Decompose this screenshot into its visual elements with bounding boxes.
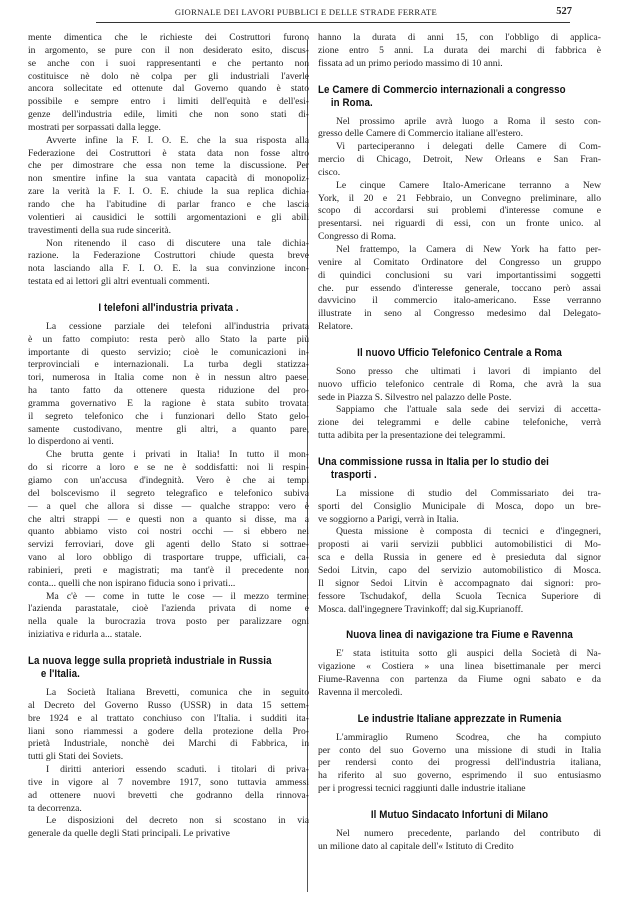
text-line: Nel frattempo, la Camera di New York ha fatto per- (336, 243, 601, 255)
text-line: Avverte infine la F. I. O. E. che la sua risposta alla (46, 134, 309, 146)
text-line: Nel prossimo aprile avrà luogo a Roma il sesto con- (336, 115, 601, 127)
text-line: gramma governativo E la ragione è stata subito trovata: (28, 397, 309, 409)
text-line: samente custodivano, mentre gli altri, a quanto pare, (28, 423, 309, 435)
text-line: razione. la Federazione Costruttori chiude questa breve (28, 250, 309, 262)
text-line: scopo di accordarsi sui problemi d'interesse comune e (318, 205, 601, 217)
text-line: che altri strappi — e questi non a quanto si disse, ma a (28, 513, 309, 525)
text-line: ve soggiorno a Parigi, verrà in Italia. (318, 513, 459, 525)
text-line: proposti ai varii servizii pubblici automobilistici di Mo- (318, 539, 601, 551)
text-line: non smentire infine la sua vantata capacità di monopoliz- (28, 173, 309, 185)
text-line: ancora sollecitate ed ottenute dal Governo quando è stato (28, 83, 309, 95)
text-line: fissata ad un primo periodo massimo di 10 anni. (318, 57, 503, 69)
text-line: ad ottenere nuovi brevetti che godranno della rinnova- (28, 789, 309, 801)
text-line: rabinieri, preti e magistrati; ma tant'è il precedente non (28, 564, 309, 576)
text-line: del bolscevismo il segreto telegrafico e telefonico subiva (28, 487, 309, 499)
paragraph (318, 732, 601, 796)
text-line: tutti gli Stati dei Soviets. (28, 751, 124, 763)
text-line: generale da quelle degli Stati principali. Le privative (28, 828, 230, 840)
paragraph (318, 32, 601, 71)
text-line: ha tanto fatto da ottenere questa riduzione del pro- (28, 385, 309, 397)
text-line: venire al Comitato Ordinatore del Congresso un gruppo (318, 256, 601, 268)
text-line: Ravenna il mercoledì. (318, 686, 403, 698)
text-line: travestimenti della sua rude sincerità. (28, 224, 172, 236)
text-line: presentarsi. nei riguardi di essi, con un fronte unico. al (318, 218, 601, 230)
heading-line: Nuova linea di navigazione tra Fiume e Ravenna (346, 629, 573, 642)
paragraph (318, 244, 601, 334)
heading-line: e l'Italia. (40, 667, 80, 680)
text-line: ha riferito al suo governo, esprimendo il suo entusiasmo (318, 770, 601, 782)
paragraph (28, 321, 309, 449)
text-line: giamo con un'accusa d'indegnità. Vero è che ai tempi (28, 475, 309, 486)
paragraph (318, 116, 601, 142)
text-line: L'ammiraglio Rumeno Scodrea, che ha compiuto (336, 731, 601, 743)
text-line: zione entro 5 anni. La durata dei marchi di fabbrica è (318, 44, 601, 56)
right-column (318, 32, 601, 854)
text-line: costituisce nè dolo nè colpa per gli industriali l'averle (28, 70, 309, 82)
text-line: cisco. (318, 166, 341, 178)
text-line: il segreto telefonico che i funzionari dello Stato gelo- (28, 410, 309, 422)
article-heading (318, 456, 578, 482)
text-line: che. pur essendo d'interesse generale, toccano però assai (318, 282, 601, 294)
text-line: che per dimostrare che essa non teme la discussione. Per (28, 160, 309, 172)
paragraph (318, 366, 601, 405)
text-line: tutta adibita per la presentazione dei telegrammi. (318, 430, 506, 442)
text-line: Congresso di Roma. (318, 231, 397, 243)
paragraph (28, 764, 309, 815)
text-line: I diritti anteriori essendo scaduti. i titolari di priva- (46, 764, 309, 776)
text-line: Fiume-Ravenna con partenza da Fiume ogni sabato e da (318, 674, 601, 686)
heading-line: Il Mutuo Sindacato Infortuni di Milano (370, 808, 549, 821)
heading-line: Una commissione russa in Italia per lo studio dei (318, 455, 549, 468)
text-line: possibile e sempre entro i limiti dell'equità e dell'esi- (28, 96, 309, 108)
text-line: Federazione dei Costruttori è stata data non fosse altro (28, 147, 309, 159)
text-line: do si ricorre a loro e se ne è soddisfatti: noi li respin- (28, 462, 309, 474)
text-line: prietà Industriale, nonchè dei Marchi di Fabbrica, in (28, 738, 309, 750)
text-line: La Società Italiana Brevetti, comunica che in seguito (46, 686, 309, 698)
left-column (28, 32, 309, 841)
text-line: Le cinque Camere Italo-Americane terranno a New (336, 179, 601, 191)
text-line: rando che ha l'abitudine di parlar franco e che lascia (28, 198, 309, 210)
article-heading (329, 809, 589, 822)
text-line: Vi parteciperanno i delegati delle Camere di Com- (336, 141, 601, 153)
article-heading (28, 655, 287, 681)
text-line: nuovo ufficio telefonico centrale di Roma, che avrà la sua (318, 378, 601, 390)
paragraph (28, 238, 309, 289)
text-line: Ma c'è — come in tutte le cose — il mezzo termine: (46, 590, 309, 602)
paragraph (28, 135, 309, 238)
text-line: Relatore. (318, 321, 353, 333)
paragraph (28, 32, 309, 135)
text-line: Le disposizioni del decreto non si scostano in via (46, 815, 309, 827)
text-line: un milione dato al capitale dell'« Istituto di Credito (318, 840, 514, 852)
heading-line: in Roma. (330, 96, 373, 109)
text-line: di quindici conclusioni su vari importantissimi soggetti (318, 269, 601, 281)
text-line: è un fatto compiuto: resta però allo Stato la parte più (28, 333, 309, 345)
text-line: Sappiamo che l'attuale sala sede dei servizi di accetta- (336, 404, 601, 416)
text-line: Questa missione è composta di tecnici e d'ingegneri, (336, 526, 601, 538)
page-number: 527 (556, 6, 572, 17)
spacer (318, 796, 601, 809)
text-line: l'azienda parastatale, cioè l'azienda privata di nome e (28, 603, 309, 615)
spacer (318, 71, 601, 84)
heading-line: La nuova legge sulla proprietà industriale in Russia (28, 654, 272, 667)
text-line: La cessione parziale dei telefoni all'industria privata (46, 320, 309, 332)
heading-line: trasporti . (330, 468, 377, 481)
text-line: vigazione « Costiera » una linea bisettimanale per merci (318, 661, 601, 673)
text-line: servizi ferroviari, dove gli agenti dello Stato si sottrae- (28, 539, 309, 551)
article-heading (318, 84, 578, 110)
text-line: davvicino il commercio italo-americano. Esse verranno (318, 295, 601, 307)
text-line: conta... quelli che non ispirano fiducia sono i privati... (28, 577, 236, 589)
text-line: genze dell'industria edile, limiti che non sono stati di- (28, 109, 309, 121)
paragraph (318, 828, 601, 854)
paragraph (28, 591, 309, 642)
spacer (318, 334, 601, 347)
text-line: tive in vigore al 7 novembre 1917, sono tuttavia ammessi (28, 776, 309, 788)
text-line: liani sono riammessi a godere della protezione della Pro- (28, 725, 309, 737)
spacer (318, 700, 601, 713)
text-line: importante di questo servizio; cioè le comunicazioni in- (28, 346, 309, 358)
paragraph (28, 449, 309, 590)
text-line: Sono presso che ultimati i lavori di impianto del (336, 365, 601, 377)
text-line: zione dei telegrammi e delle cabine telefoniche, verrà (318, 417, 601, 429)
paragraph (28, 815, 309, 841)
paragraph (28, 687, 309, 764)
text-line: sede in Piazza S. Silvestro nel palazzo delle Poste. (318, 391, 512, 403)
text-line: quanto abbiamo visto coi nostri occhi — si ebbero nei (28, 526, 309, 538)
heading-line: Il nuovo Ufficio Telefonico Centrale a Roma (357, 346, 562, 359)
heading-line: I telefoni all'industria privata . (98, 301, 239, 314)
journal-title: GIORNALE DEI LAVORI PUBBLICI E DELLE STRADE FERRATE (174, 7, 438, 17)
article-heading (329, 347, 589, 360)
paragraph (318, 141, 601, 180)
article-heading (329, 629, 589, 642)
text-line: Non ritenendo il caso di discutere una tale dichia- (46, 237, 309, 249)
text-line: per conto del suo Governo una missione di studi in Italia (318, 744, 601, 756)
text-line: Il signor Sedoi Litvin è accompagnato dai signori: pro- (318, 577, 601, 589)
text-line: hanno la durata di anni 15, con l'obbligo di applica- (318, 32, 601, 43)
text-line: terprovinciali e internazionali. La turba degli statizza- (28, 359, 309, 371)
spacer (318, 616, 601, 629)
paragraph (318, 526, 601, 616)
text-line: tori, numerosa in Italia come non è in nessun altro paese. (28, 372, 309, 384)
spacer (28, 289, 309, 302)
text-line: zare la verità la F. I. O. E. chiude la sua replica dichia- (28, 186, 309, 198)
text-line: al Decreto del Governo Russo (USSR) in data 15 settem- (28, 699, 309, 711)
spacer (28, 642, 309, 655)
text-line: mostrati per sorpassati dalla legge. (28, 121, 161, 133)
spacer (318, 443, 601, 456)
text-line: illustrate in seno al Congresso medesimo dal Delegato- (318, 308, 601, 320)
text-line: per rendersi conto dei progressi dell'industria italiana, (318, 757, 601, 769)
text-line: fessore Tschudakof, della Scuola Tecnica Superiore di (318, 590, 601, 602)
text-line: mente dimentica che le richieste dei Costruttori furono (28, 32, 309, 43)
paragraph (318, 648, 601, 699)
header-rule (96, 22, 570, 23)
text-line: — a quel che allora si disse — qualche strappo: vero è (28, 500, 309, 512)
text-line: lo disperdono ai venti. (28, 436, 114, 448)
text-line: per i progressi tecnici raggiunti dalle industrie italiane (318, 783, 526, 795)
paragraph (318, 404, 601, 443)
text-line: iniziativa e ridurla a... statale. (28, 629, 142, 641)
paragraph (318, 180, 601, 244)
text-line: Sedoi Litvin, capo del servizio automobilistico di Mosca. (318, 565, 601, 576)
text-line: Nel numero precedente, parlando del contributo di (336, 827, 601, 839)
text-line: nella quale la burocrazia trova posto per paralizzare ogni (28, 616, 309, 628)
text-line: York, il 20 e 21 Febbraio, un Convegno preliminare, allo (318, 192, 601, 204)
text-line: volentieri ai causidici le sottili argomentazioni e gli abili (28, 211, 309, 223)
text-line: Che brutta gente i privati in Italia! In tutto il mon- (46, 449, 309, 461)
text-line: testata ed ai lettori gli altri eventuali commenti. (28, 276, 210, 288)
text-line: Mosca. dall'ingegnere Travinkoff; dal sig.Kuprianoff. (318, 603, 524, 615)
text-line: se anche con i suoi rappresentanti e che pertanto non (28, 57, 309, 69)
heading-line: Le Camere di Commercio internazionali a congresso (318, 83, 566, 96)
text-line: sporti del Consiglio Municipale di Mosca, dopo un bre- (318, 500, 601, 512)
article-heading (39, 302, 298, 315)
heading-line: Le industrie Italiane apprezzate in Rumenia (357, 712, 562, 725)
text-line: gresso delle Camere di Commercio italiane all'estero. (318, 128, 523, 140)
text-line: in argomento, se pure con il non desiderato esito, discus- (28, 44, 309, 56)
text-line: mercio di Chicago, Detroit, New Orleans e San Fran- (318, 154, 601, 166)
text-line: La missione di studio del Commissariato dei tra- (336, 487, 601, 499)
text-line: ta decorrenza. (28, 802, 82, 814)
text-line: bre 1924 e al trattato conchiuso con l'Italia. i sudditi ita- (28, 712, 309, 724)
text-line: vano al loro obbligo di trasportare truppe, ufficiali, ca- (28, 552, 309, 564)
text-line: nota lasciando alla F. I. O. E. la sua convinzione incon- (28, 263, 309, 275)
text-line: E' stata istituita sotto gli auspici della Società di Na- (336, 648, 601, 660)
paragraph (318, 488, 601, 527)
article-heading (329, 713, 589, 726)
text-line: sca e della Russia in genere ed è presieduta dal signor (318, 552, 601, 564)
